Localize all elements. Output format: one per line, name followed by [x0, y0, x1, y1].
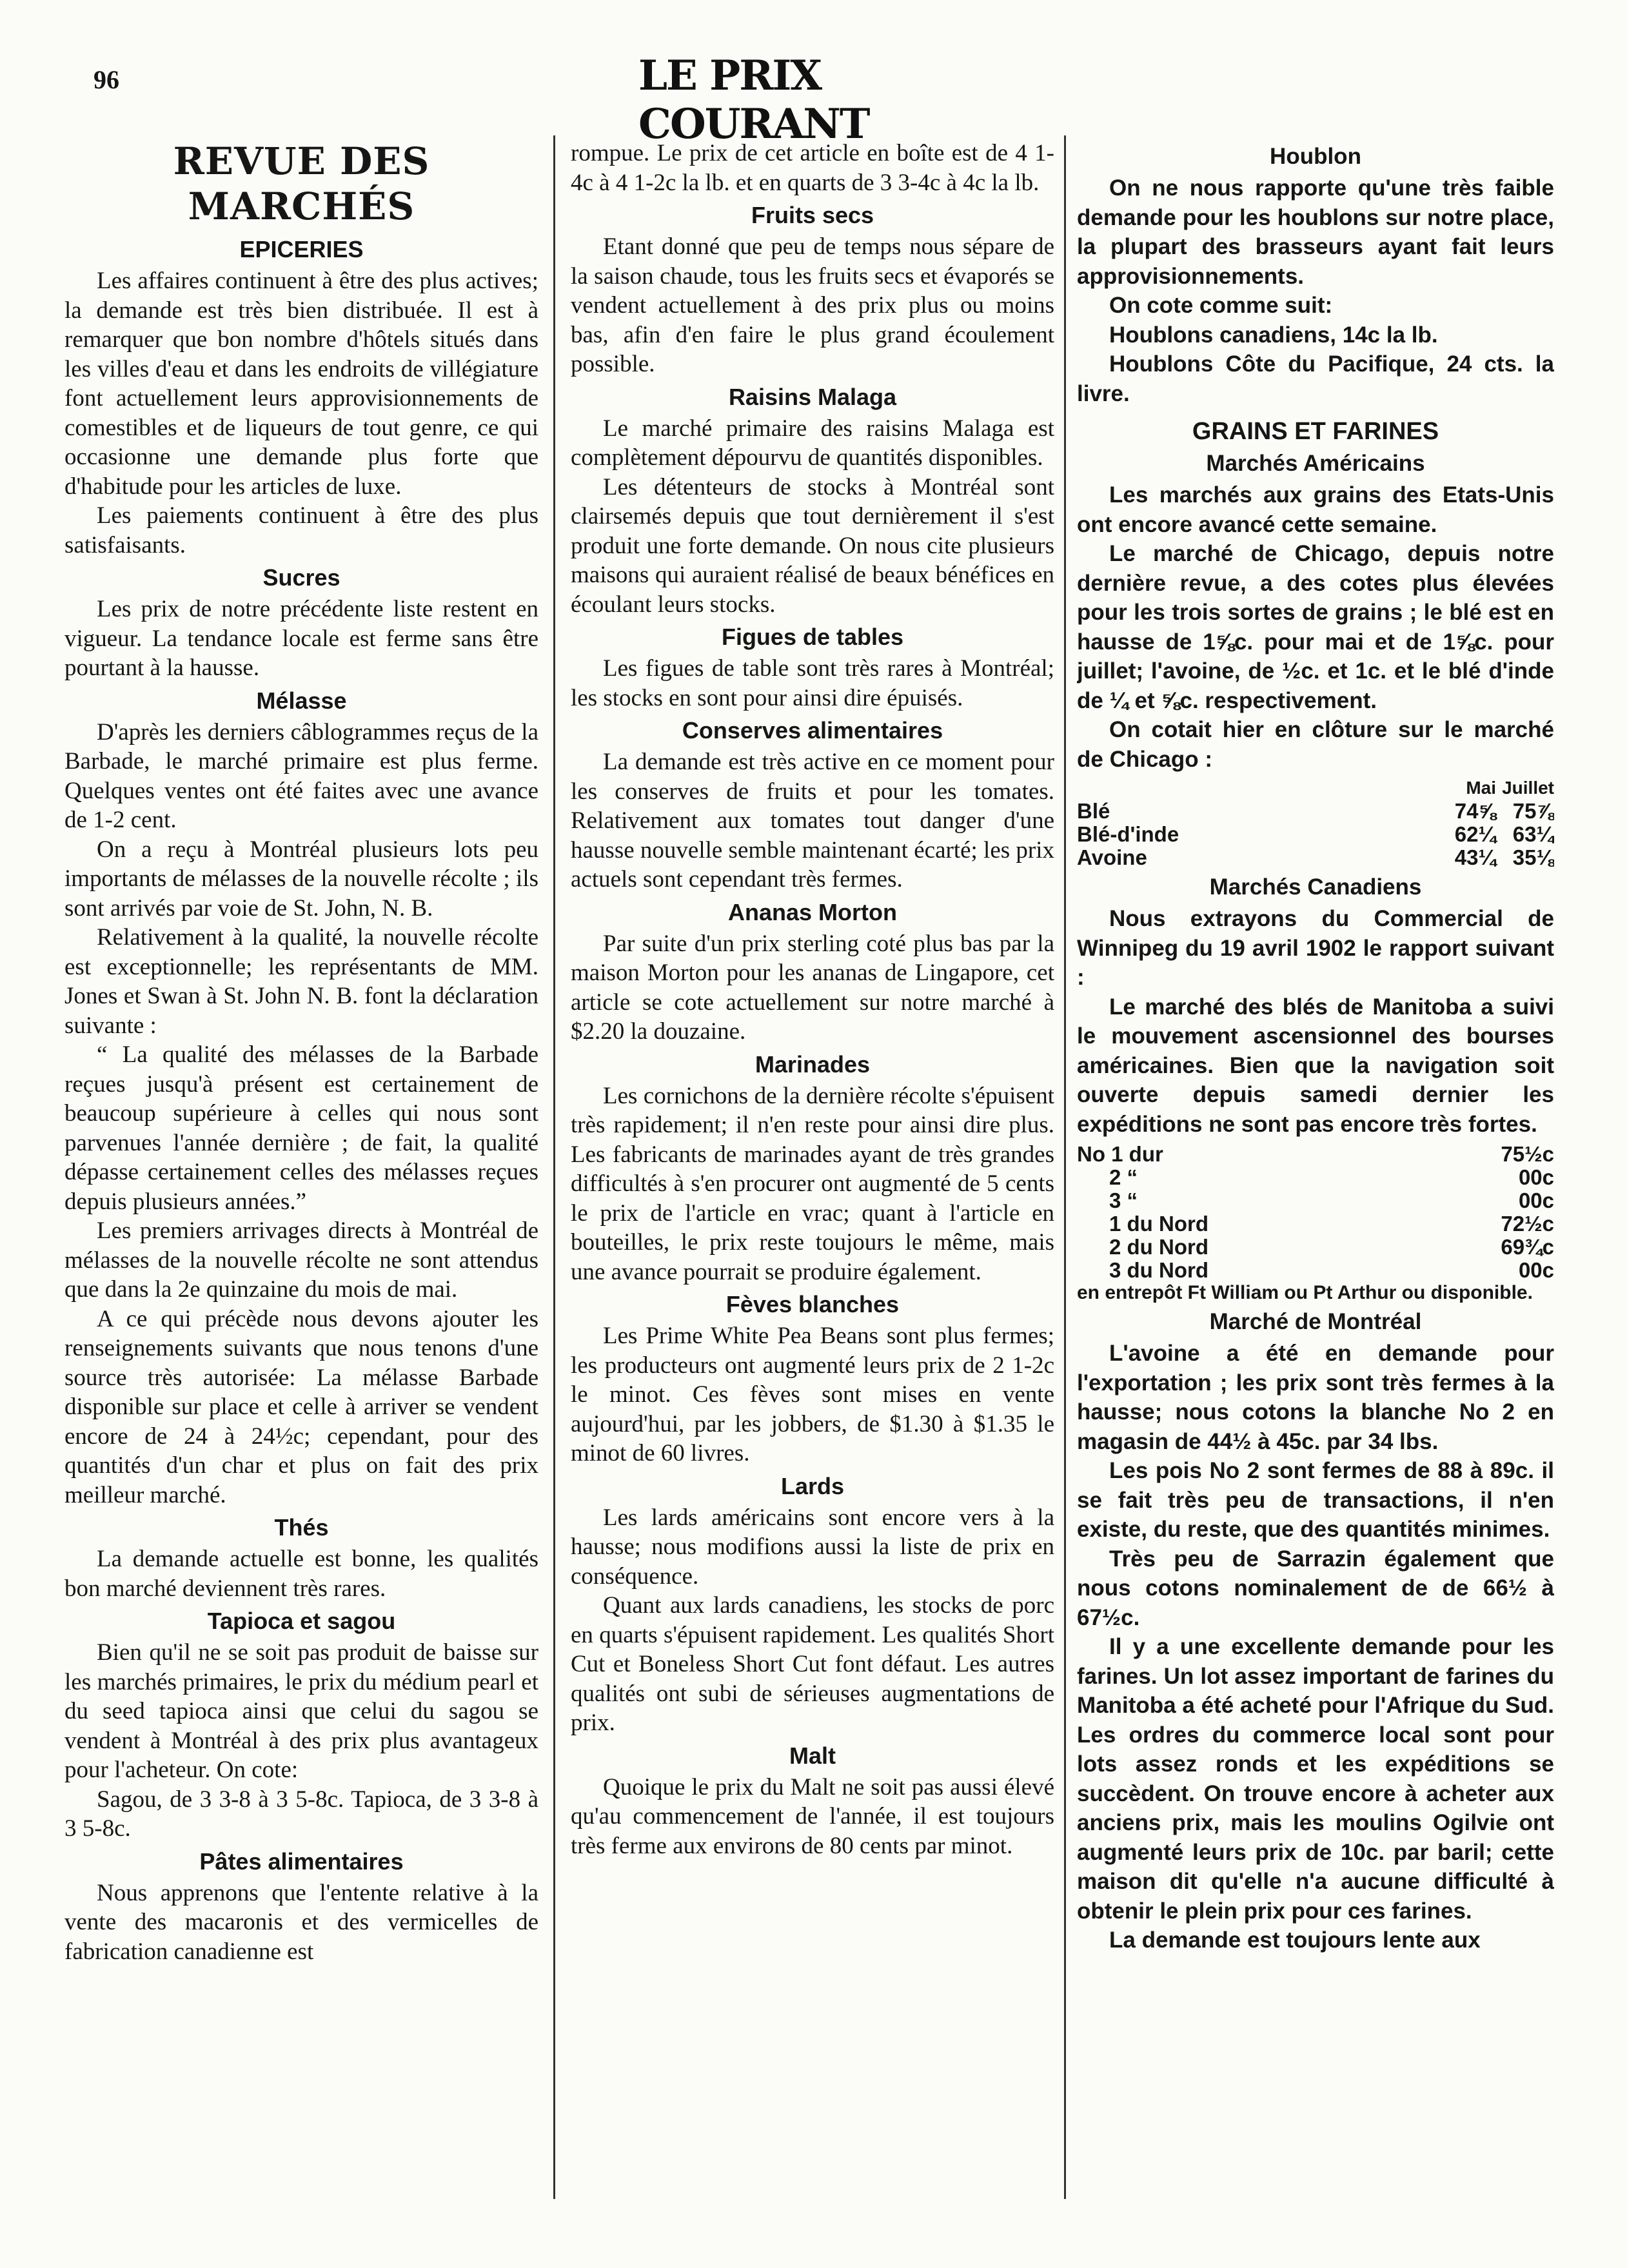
paragraph: Les prix de notre précédente liste restent en vigueur. La tendance locale est ferme sans être pourtant à la hausse. — [64, 596, 538, 681]
table-cell: 00c — [1518, 1258, 1554, 1282]
section-heading: Figues de tables — [721, 624, 904, 650]
paragraph: Relativement à la qualité, la nouvelle récolte est exceptionnelle; les représentants de MM. Jones et Swan à St. John N. B. font la déclaration suivante : — [64, 924, 538, 1039]
table-cell: 2 du Nord — [1109, 1235, 1208, 1259]
paragraph: La demande est toujours lente aux — [1109, 1928, 1481, 1953]
table-cell: 2 “ — [1109, 1165, 1138, 1189]
section-heading: Conserves alimentaires — [682, 717, 943, 744]
paragraph: Les marchés aux grains des Etats-Unis ont encore avancé cette semaine. — [1077, 482, 1554, 537]
table-row — [1077, 1236, 1554, 1259]
column-divider — [1064, 135, 1066, 2199]
paragraph: Les premiers arrivages directs à Montréal de mélasses de la nouvelle récolte ne sont attendus que dans la 2e quinzaine du mois de mai. — [64, 1218, 538, 1303]
table-cell: 74⅝ — [1454, 799, 1496, 823]
paragraph: Les affaires continuent à être des plus actives; la demande est très bien distribuée. Il est à remarquer que bon nombre d'hôtels situés dans les villes d'eau et dans les endroits de villégiature font actuellement leurs approvisionnements de comestibles et de liqueurs de tout genre, ce qui occasionne une demande plus forte que d'habitude pour les articles de luxe. — [64, 268, 538, 500]
main-title: REVUE DES MARCHÉS — [173, 139, 430, 228]
paragraph: Sagou, de 3 3-8 à 3 5-8c. Tapioca, de 3 3-8 à 3 5-8c. — [64, 1786, 538, 1842]
section-heading: Marché de Montréal — [1209, 1309, 1422, 1334]
masthead-text: LE PRIX COURANT — [638, 52, 869, 148]
chicago-table — [1077, 776, 1554, 869]
paragraph: Très peu de Sarrazin également que nous cotons nominalement de de 66½ à 67½c. — [1077, 1546, 1554, 1630]
paragraph: Nous extrayons du Commercial de Winnipeg du 19 avril 1902 le rapport suivant : — [1077, 906, 1554, 990]
paragraph: Le marché de Chicago, depuis notre dernière revue, a des cotes plus élevées pour les trois sortes de grains ; le blé est en hausse de 1⅝c. pour mai et de 1⅝c. pour juillet; l'avoine, de ½c. et 1c. et le blé d'inde de ¼ et ⅝c. respectivement. — [1077, 541, 1554, 713]
table-cell: 72½c — [1501, 1212, 1554, 1236]
table-cell: 1 du Nord — [1109, 1212, 1208, 1236]
section-heading: Ananas Morton — [727, 898, 897, 925]
table-cell: 3 “ — [1109, 1188, 1138, 1212]
table-cell: 62¼ — [1454, 822, 1496, 846]
paragraph: Houblons Côte du Pacifique, 24 cts. la livre. — [1077, 351, 1554, 406]
section-heading: Lards — [780, 1472, 845, 1499]
paragraph: Les pois No 2 sont fermes de 88 à 89c. il se fait très peu de transactions, il n'en existe, du reste, que des quantités minimes. — [1077, 1458, 1554, 1542]
winnipeg-table — [1077, 1143, 1554, 1282]
paragraph: Etant donné que peu de temps nous sépare de la saison chaude, tous les fruits secs et évaporés se vendent actuellement à des prix plus ou moins bas, afin d'en faire le plus grand écoulement possible. — [571, 233, 1054, 377]
paragraph: Quoique le prix du Malt ne soit pas aussi élevé qu'au commencement de l'année, il est toujours très ferme aux environs de 80 cents par minot. — [571, 1773, 1054, 1859]
paragraph: Le marché des blés de Manitoba a suivi le mouvement ascensionnel des bourses américaines. Bien que la navigation soit ouverte depuis samedi dernier les expéditions ne sont pas encore très fortes. — [1077, 994, 1554, 1137]
table-row — [1077, 846, 1554, 869]
section-heading: Malt — [789, 1742, 836, 1769]
table-row — [1077, 1259, 1554, 1282]
paragraph: On a reçu à Montréal plusieurs lots peu importants de mélasses de la nouvelle récolte ; ils sont arrivés par voie de St. John, N. B. — [64, 836, 538, 922]
paragraph: Il y a une excellente demande pour les farines. Un lot assez important de farines du Manitoba a été acheté pour l'Afrique du Sud. Les ordres du commerce local sont pour lots assez ronds et les expéditions se succèdent. On trouve encore à acheter aux anciens prix, mais les moulins Ogilvie ont augmenté leurs prix de 10c. par baril; cette maison dit qu'elle n'a aucune difficulté à obtenir le plein prix pour ces farines. — [1077, 1634, 1554, 1924]
table-row — [1077, 1166, 1554, 1189]
paragraph: Les détenteurs de stocks à Montréal sont clairsemés depuis que tout dernièrement il s'est produit une forte demande. On nous cite plusieurs maisons qui auraient réalisé de beaux bénéfices en écoulant leurs stocks. — [571, 473, 1054, 618]
page-number: 96 — [94, 65, 119, 94]
table-header: Juillet — [1502, 778, 1554, 798]
table-cell: 63¼ — [1512, 822, 1554, 846]
table-cell: 75⅞ — [1512, 799, 1554, 823]
paragraph: La demande est très active en ce moment pour les conserves de fruits et pour les tomates. Relativement aux tomates tout danger d'une hausse nouvelle semble maintenant écarté; les prix actuels sont cependant très fermes. — [571, 749, 1054, 892]
table-cell: 00c — [1518, 1188, 1554, 1212]
column-divider — [553, 135, 555, 2199]
section-heading: Thés — [274, 1514, 329, 1541]
section-heading: Raisins Malaga — [728, 383, 897, 410]
paragraph: Les cornichons de la dernière récolte s'épuisent très rapidement; il n'en reste pour ainsi dire plus. Les fabricants de marinades ayant de très grandes difficultés à s'en procurer ont augmenté de 5 cents le prix de l'article en vrac; quant à l'article en bouteilles, le prix reste toujours le même, mais une avance pourrait se produire également. — [571, 1082, 1054, 1285]
table-cell: 75½c — [1501, 1142, 1554, 1166]
paragraph: rompue. Le prix de cet article en boîte est de 4 1-4c à 4 1-2c la lb. et en quarts de 3 3-4c à 4c la lb. — [571, 140, 1054, 196]
paragraph: Par suite d'un prix sterling coté plus bas par la maison Morton pour les ananas de Lingapore, cet article se cote actuellement sur notre marché à $2.20 la douzaine. — [571, 930, 1054, 1045]
paragraph: La demande actuelle est bonne, les qualités bon marché deviennent très rares. — [64, 1546, 538, 1602]
grains-title: GRAINS ET FARINES — [1192, 418, 1439, 445]
table-cell: No 1 dur — [1077, 1142, 1163, 1166]
table-cell: 35⅛ — [1512, 845, 1554, 869]
paragraph: On ne nous rapporte qu'une très faible demande pour les houblons sur notre place, la plupart des brasseurs ayant fait leurs approvisionnements. — [1077, 175, 1554, 289]
section-heading: Houblon — [1270, 144, 1361, 169]
table-cell: Blé-d'inde — [1077, 822, 1179, 846]
table-cell: 43¼ — [1454, 845, 1496, 869]
paragraph: Quant aux lards canadiens, les stocks de porc en quarts s'épuisent rapidement. Les qualités Short Cut et Boneless Short Cut font défaut. Les autres qualités ont subi de sérieuses augmentations de prix. — [571, 1592, 1054, 1736]
table-row — [1077, 1212, 1554, 1236]
section-heading: Mélasse — [256, 687, 347, 714]
section-heading: Marchés Américains — [1206, 451, 1425, 476]
table-cell: Avoine — [1077, 845, 1147, 869]
paragraph: “ La qualité des mélasses de la Barbade reçues jusqu'à présent est certainement de beaucoup supérieure à celles qui nous sont parvenues l'année dernière ; de fait, la qualité dépasse certainement celles des mélasses reçues depuis plusieurs années.” — [64, 1041, 538, 1215]
section-heading: Fruits secs — [751, 202, 874, 228]
section-heading: EPICERIES — [239, 236, 364, 262]
column-2 — [571, 139, 1054, 2183]
table-row — [1077, 800, 1554, 823]
paragraph: On cotait hier en clôture sur le marché de Chicago : — [1077, 717, 1554, 772]
table-cell: 00c — [1518, 1165, 1554, 1189]
table-row — [1077, 823, 1554, 846]
table-row — [1077, 1143, 1554, 1166]
paragraph: Le marché primaire des raisins Malaga est complètement dépourvu de quantités disponibles. — [571, 415, 1054, 471]
paragraph: On cote comme suit: — [1109, 293, 1333, 318]
table-header: Mai — [1466, 778, 1496, 798]
paragraph: L'avoine a été en demande pour l'exportation ; les prix sont très fermes à la hausse; nous cotons la blanche No 2 en magasin de 44½ à 45c. par 34 lbs. — [1077, 1341, 1554, 1454]
table-note: en entrepôt Ft William ou Pt Arthur ou disponible. — [1077, 1282, 1533, 1303]
table-cell: Blé — [1077, 799, 1110, 823]
section-heading: Marchés Canadiens — [1209, 874, 1422, 900]
table-row — [1077, 1189, 1554, 1212]
section-heading: Pâtes alimentaires — [199, 1848, 404, 1875]
paragraph: Les lards américains sont encore vers à la hausse; nous modifions aussi la liste de prix en conséquence. — [571, 1504, 1054, 1590]
table-cell: 3 du Nord — [1109, 1258, 1208, 1282]
masthead-logo — [638, 52, 961, 148]
paragraph: Les figues de table sont très rares à Montréal; les stocks en sont pour ainsi dire épuisés. — [571, 655, 1054, 711]
section-heading: Tapioca et sagou — [207, 1608, 396, 1634]
paragraph: Les Prime White Pea Beans sont plus fermes; les producteurs ont augmenté leurs prix de 2 1-2c le minot. Ces fèves sont mises en vente aujourd'hui, par les jobbers, de $1.30 à $1.35 le minot de 60 livres. — [571, 1323, 1054, 1466]
table-cell: 69¾c — [1501, 1235, 1554, 1259]
paragraph: Bien qu'il ne se soit pas produit de baisse sur les marchés primaires, le prix du médium pearl et du seed tapioca ainsi que celui du sagou se vendent à Montréal à des prix plus avantageux pour l'acheteur. On cote: — [64, 1639, 538, 1783]
section-heading: Sucres — [262, 564, 340, 591]
section-heading: Marinades — [754, 1050, 871, 1078]
paragraph: Houblons canadiens, 14c la lb. — [1109, 322, 1438, 348]
section-heading: Fèves blanches — [725, 1291, 900, 1317]
paragraph: Les paiements continuent à être des plus satisfaisants. — [64, 502, 538, 558]
paragraph: Nous apprenons que l'entente relative à la vente des macaronis et des vermicelles de fabrication canadienne est — [64, 1879, 538, 1965]
column-1 — [64, 139, 538, 2183]
paragraph: A ce qui précède nous devons ajouter les renseignements suivants que nous tenons d'une source très autorisée: La mélasse Barbade disponible sur place et celle à arriver se vendent encore de 24 à 24½c; cependant, pour des quantités d'un char et plus on fait des prix meilleur marché. — [64, 1305, 538, 1508]
column-3 — [1077, 139, 1554, 2183]
paragraph: D'après les derniers câblogrammes reçus de la Barbade, le marché primaire est plus ferme. Quelques ventes ont été faites avec une avance de 1-2 cent. — [64, 718, 538, 833]
